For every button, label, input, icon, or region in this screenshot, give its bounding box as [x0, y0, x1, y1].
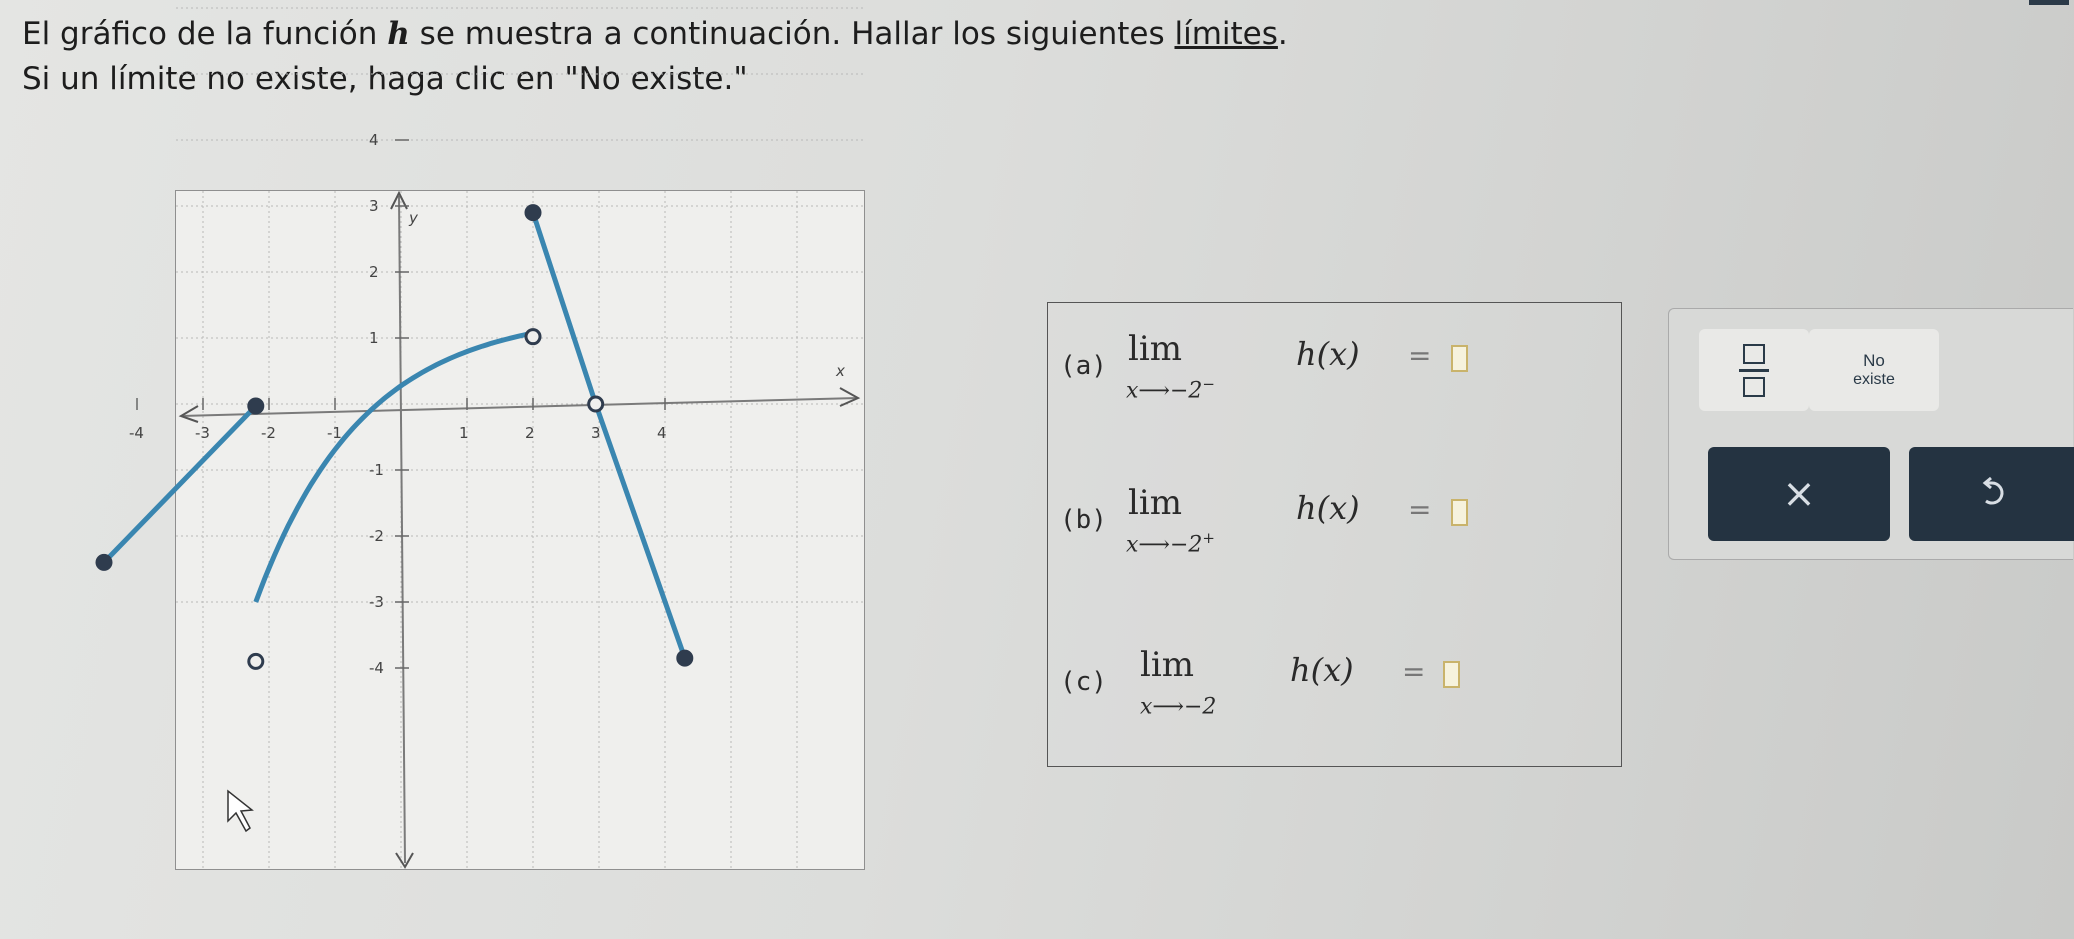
limit-approach — [1126, 375, 1215, 403]
prompt-line-2: Si un límite no existe, haga clic en "No existe." — [22, 61, 748, 97]
x-tick-label: 4 — [657, 424, 667, 442]
no-existe-button[interactable] — [1809, 329, 1939, 411]
undo-button[interactable] — [1909, 447, 2074, 541]
open-point — [249, 654, 263, 668]
problem-prompt — [22, 12, 1288, 102]
grid-lines — [176, 0, 866, 871]
graph-canvas — [129, 131, 866, 871]
close-icon: × — [1782, 471, 1816, 517]
x-tick-label: -1 — [327, 424, 342, 442]
prompt-text: se muestra a continuación. Hallar los siguientes — [409, 16, 1175, 52]
closed-point — [249, 399, 263, 413]
lim-word: lim — [1128, 329, 1182, 369]
open-point — [526, 330, 540, 344]
curve-left — [104, 406, 256, 562]
y-axis — [399, 196, 405, 863]
function-expr: h(x) — [1296, 335, 1360, 373]
limit-letter: (a) — [1060, 351, 1107, 381]
limit-letter: (c) — [1060, 667, 1107, 697]
x-axis-label: x — [836, 362, 845, 380]
y-tick-label: -2 — [369, 527, 384, 545]
closed-point — [678, 651, 692, 665]
approach-text: x⟶−2 — [1126, 532, 1203, 558]
approach-text: x⟶−2 — [1140, 694, 1217, 720]
x-tick-label: -2 — [261, 424, 276, 442]
fraction-icon — [1743, 344, 1765, 364]
curve-middle — [256, 333, 533, 602]
equals-sign: = — [1402, 655, 1426, 688]
x-axis-arrow-right — [840, 388, 858, 406]
cursor-icon — [228, 791, 252, 831]
x-tick-label: 1 — [459, 424, 469, 442]
limit-approach — [1140, 691, 1216, 719]
function-graph — [129, 131, 865, 870]
axes — [181, 193, 858, 867]
function-expr: h(x) — [1296, 489, 1360, 527]
approach-side: + — [1202, 529, 1215, 547]
x-axis — [181, 398, 858, 416]
prompt-line-1 — [22, 12, 1288, 57]
fraction-icon-denominator — [1743, 377, 1765, 397]
y-tick-label: 3 — [369, 197, 379, 215]
y-tick-label: 2 — [369, 263, 379, 281]
fraction-bar — [1739, 369, 1769, 372]
answer-input-c[interactable] — [1443, 661, 1460, 688]
top-strip — [2029, 0, 2069, 5]
answer-input-b[interactable] — [1451, 499, 1468, 526]
math-toolbar — [1668, 308, 2073, 560]
x-tick-label: 2 — [525, 424, 535, 442]
function-name: h — [387, 16, 410, 52]
closed-point — [97, 555, 111, 569]
limit-letter: (b) — [1060, 505, 1107, 535]
undo-icon — [1975, 477, 2009, 511]
answer-input-a[interactable] — [1451, 345, 1468, 372]
prompt-text: . — [1277, 16, 1288, 52]
function-expr: h(x) — [1290, 651, 1354, 689]
equals-sign: = — [1408, 493, 1432, 526]
open-point — [589, 397, 603, 411]
no-existe-label-1: No — [1863, 351, 1885, 370]
y-tick-label: -4 — [369, 659, 384, 677]
y-tick-label: -3 — [369, 593, 384, 611]
closed-point — [526, 206, 540, 220]
limits-link[interactable]: límites — [1174, 16, 1278, 52]
no-existe-label-2: existe — [1853, 371, 1895, 388]
prompt-text: El gráfico de la función — [22, 16, 388, 52]
y-axis-label: y — [409, 209, 418, 227]
approach-text: x⟶−2 — [1126, 378, 1203, 404]
approach-side: − — [1202, 375, 1215, 393]
lim-word: lim — [1128, 483, 1182, 523]
x-axis-arrow-left — [181, 406, 198, 422]
lim-word: lim — [1140, 645, 1194, 685]
y-tick-label: -1 — [369, 461, 384, 479]
equals-sign: = — [1408, 339, 1432, 372]
answer-panel — [1047, 302, 1622, 767]
limit-approach — [1126, 529, 1215, 557]
x-tick-label: -4 — [129, 424, 144, 442]
y-tick-label: 1 — [369, 329, 379, 347]
points — [97, 206, 692, 831]
fraction-button[interactable] — [1699, 329, 1809, 411]
clear-button[interactable] — [1708, 447, 1890, 541]
x-tick-label: -3 — [195, 424, 210, 442]
x-tick-label: 3 — [591, 424, 601, 442]
y-tick-label: 4 — [369, 131, 379, 149]
